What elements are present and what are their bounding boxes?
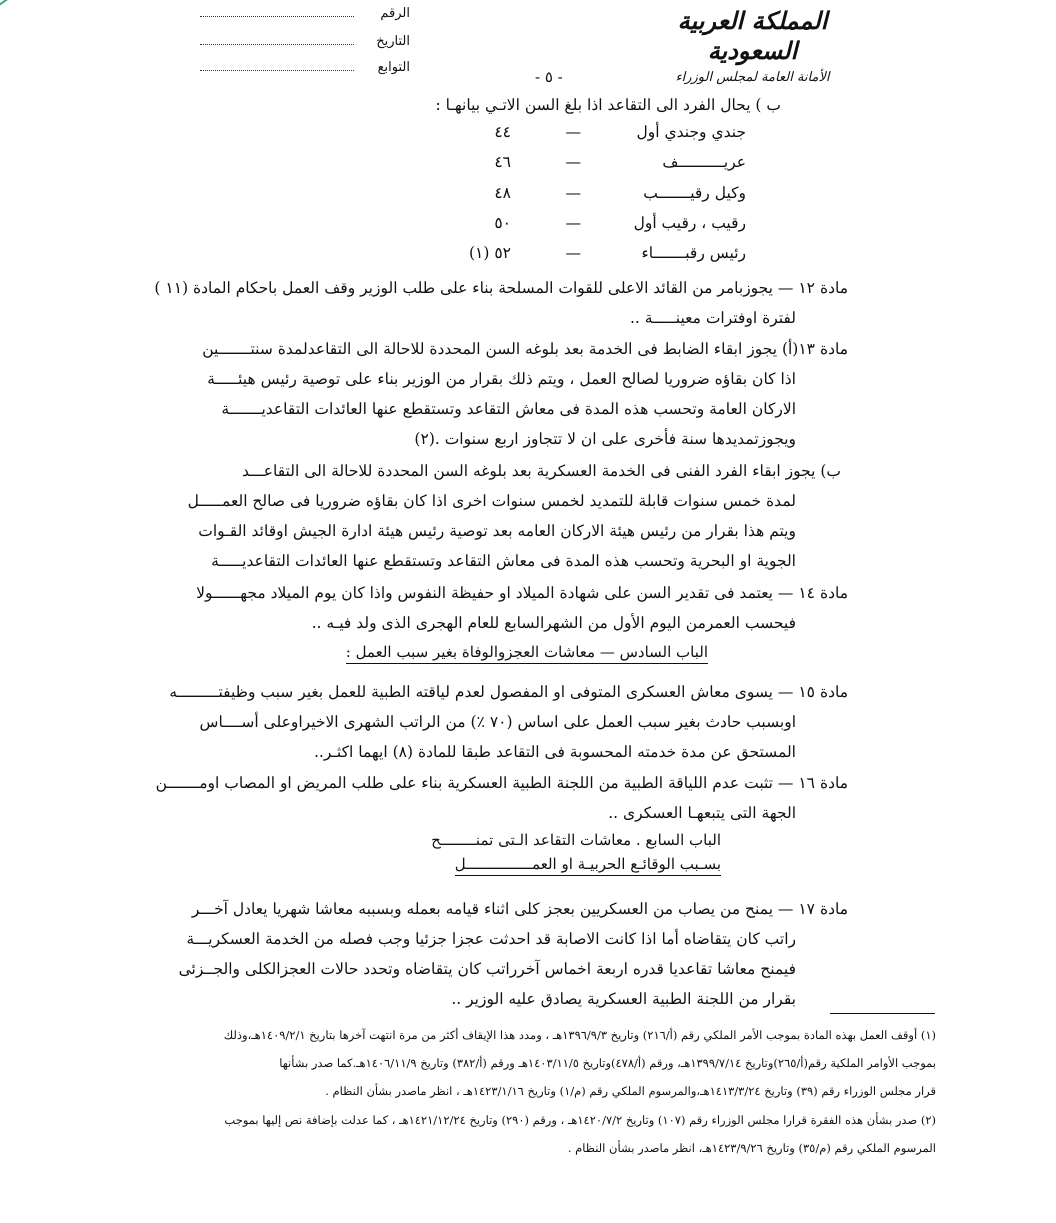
attachments-field (200, 60, 410, 75)
chapter-6-title: الباب السادس — معاشات العجزوالوفاة بغير سبب العمل : (346, 643, 708, 664)
logo-line1: المملكة العربية السعودية (677, 6, 828, 65)
date-line (200, 43, 354, 45)
footnote-2-line1: (٢) صدر بشأن هذه الفقرة قرارا مجلس الوزراء رقم (١٠٧) وتاريخ ١٤٢٠/٧/٢هـ ، ورقم (٢٩٠) وتاريخ ١٤٢١/١٢/٢٤هـ ، كما عدلت بإضافة نص إليها بموجب (224, 1113, 936, 1127)
chapter-6-heading (346, 640, 708, 664)
article-13a-line1: مادة ١٣(أ) يجوز ابقاء الضابط فى الخدمة بعد بلوغه السن المحددة للاحالة الى التقاعدلمدة سنتـــــــين (202, 340, 848, 358)
article-15-line2: اوبسبب حادث بغير سبب العمل على اساس (٧٠ ٪) من الراتب الشهرى الاخيراوعلى أســــاس (199, 713, 796, 731)
article-13a-line3: الاركان العامة وتحسب هذه المدة فى معاش التقاعد وتستقطع عنها العائدات التقاعديـــــــة (221, 400, 796, 418)
article-16-line2: الجهة التى يتبعهـا العسكرى .. (608, 804, 796, 822)
number-label: الرقم (380, 6, 410, 21)
article-13a-line2: اذا كان بقاؤه ضروريا لصالح العمل ، ويتم ذلك بقرار من الوزير بناء على توصية رئيس هيئـــــة (207, 370, 796, 388)
age-row-value: ٥٠ (494, 214, 511, 232)
intro-b: ب ) يحال الفرد الى التقاعد اذا بلغ السن الاتـي بيانهـا : (435, 96, 781, 114)
article-13b-line2: لمدة خمس سنوات قابلة للتمديد لخمس سنوات اخرى اذا كان بقاؤه ضروريا فى صالح العمـــــل (187, 492, 796, 510)
number-line (200, 15, 354, 17)
article-17-line1: مادة ١٧ — يمنح من يصاب من العسكريين بعجز كلى اثناء قيامه بعمله وبسببه معاشا شهريا يعادل آخـــر (191, 900, 848, 918)
article-15-line3: المستحق عن مدة خدمته المحسوبة فى التقاعد طبقا للمادة (٨) ايهما اكثـر.. (313, 743, 796, 761)
age-row-dash: — (565, 153, 581, 171)
page-number: - ٥ - (535, 68, 563, 86)
footnote-separator (830, 1013, 935, 1014)
age-row-value: ٤٨ (494, 184, 511, 202)
age-row-dash: — (565, 123, 581, 141)
footnote-1-line1: (١) أوقف العمل بهذه المادة بموجب الأمر الملكي رقم (أ/٢١٦) وتاريخ ١٣٩٦/٩/٣هـ ، ومدد هذا الإيقاف أكثر من مرة انتهت آخرها بتاريخ ١٤٠٩/٢/١هـ،وذلك (223, 1028, 936, 1042)
date-label: التاريخ (376, 34, 410, 49)
article-12-line1: مادة ١٢ — يجوزبامر من القائد الاعلى للقوات المسلحة بناء على طلب الوزير وقف العمل باحكام المادة (١١ ) (154, 279, 848, 297)
age-row-rank: رقيب ، رقيب أول (633, 214, 746, 232)
footnote-1-line2: بموجب الأوامر الملكية رقم(أ/٢٦٥)وتاريخ ١٣٩٩/٧/١٤هـ، ورقم (أ/٤٧٨)وتاريخ ١٤٠٣/١١/٥هـ ورقم (أ/٣٨٢) وتاريخ ١٤٠٦/١١/٩هـ.كما صدر بشأنها (279, 1056, 936, 1070)
chapter-7-title: بسـبب الوقائـع الحربيـة او العمـــــــــــــــل (455, 855, 721, 876)
logo-line2: الأمانة العامة لمجلس الوزراء (675, 70, 830, 85)
article-14-line2: فيحسب العمرمن اليوم الأول من الشهرالسابع للعام الهجرى الذى ولد فيـه .. (311, 614, 796, 632)
age-row-rank: عريــــــــــف (662, 153, 746, 171)
age-row-value: ٤٦ (494, 153, 511, 171)
article-16-line1: مادة ١٦ — تثبت عدم اللياقة الطبية من اللجنة الطبية العسكرية بناء على طلب المريض او المصاب اومـــــــن (155, 774, 848, 792)
chapter-7-heading-line1: الباب السابع . معاشات التقاعد الـتى تمنــــــــح (431, 831, 721, 849)
age-row-dash: — (565, 244, 581, 262)
article-17-line4: بقرار من اللجنة الطبية العسكرية يصادق عليه الوزير .. (451, 990, 796, 1008)
article-12-line2: لفترة اوفترات معينـــــة .. (629, 309, 796, 327)
age-row-rank: وكيل رقيـــــــب (643, 184, 746, 202)
article-17-line3: فيمنح معاشا تقاعديا قدره اربعة اخماس آخرراتب كان يتقاضاه وتحدد حالات العجزالكلى والجــزئى (178, 960, 796, 978)
date-field (200, 34, 410, 49)
attachments-line (200, 69, 354, 71)
corner-mark (0, 0, 14, 13)
age-row-value: ٤٤ (494, 123, 511, 141)
age-row-dash: — (565, 214, 581, 232)
article-17-line2: راتب كان يتقاضاه أما اذا كانت الاصابة قد احدثت عجزا جزئيا وجب فصله من الخدمة العسكريـــة (186, 930, 796, 948)
footnote-1-line3: قرار مجلس الوزراء رقم (٣٩) وتاريخ ١٤١٣/٣/٢٤هـ،والمرسوم الملكي رقم (م/١) وتاريخ ١٤٢٣/١/١٦هـ ، انظر ماصدر بشأن النظام . (325, 1084, 936, 1098)
article-15-line1: مادة ١٥ — يسوى معاش العسكرى المتوفى او المفصول لعدم لياقته الطبية للعمل بغير سبب وظيفتـــــــــه (169, 683, 848, 701)
article-13b-line3: ويتم هذا بقرار من رئيس هيئة الاركان العامه بعد توصية رئيس هيئة ادارة الجيش اوقائد القـوات (198, 522, 796, 540)
letterhead-logo (650, 6, 855, 85)
footnote-2-line2: المرسوم الملكي رقم (م/٣٥) وتاريخ ١٤٢٣/٩/٢٦هـ، انظر ماصدر بشأن النظام . (567, 1141, 936, 1155)
article-13a-line4: ويجوزتمديدها سنة فأخرى على ان لا تتجاوز اربع سنوات .(٢) (414, 430, 796, 448)
attachments-label: التوابع (377, 60, 410, 75)
age-row-rank: رئيس رقبـــــــاء (641, 244, 746, 262)
chapter-7-heading-line2 (455, 852, 721, 876)
age-row-dash: — (565, 184, 581, 202)
article-13b-line1: ب) يجوز ابقاء الفرد الفنى فى الخدمة العسكرية بعد بلوغه السن المحددة للاحالة الى التقاعـــد (241, 462, 841, 480)
age-row-value: ٥٢ (١) (468, 244, 511, 262)
article-13b-line4: الجوية او البحرية وتحسب هذه المدة فى معاش التقاعد وتستقطع عنها العائدات التقاعديـــــة (211, 552, 796, 570)
article-14-line1: مادة ١٤ — يعتمد فى تقدير السن على شهادة الميلاد او حفيظة النفوس واذا كان يوم الميلاد مجهــــــولا (196, 584, 848, 602)
number-field (200, 6, 410, 21)
age-row-rank: جندي وجندي أول (636, 123, 746, 141)
